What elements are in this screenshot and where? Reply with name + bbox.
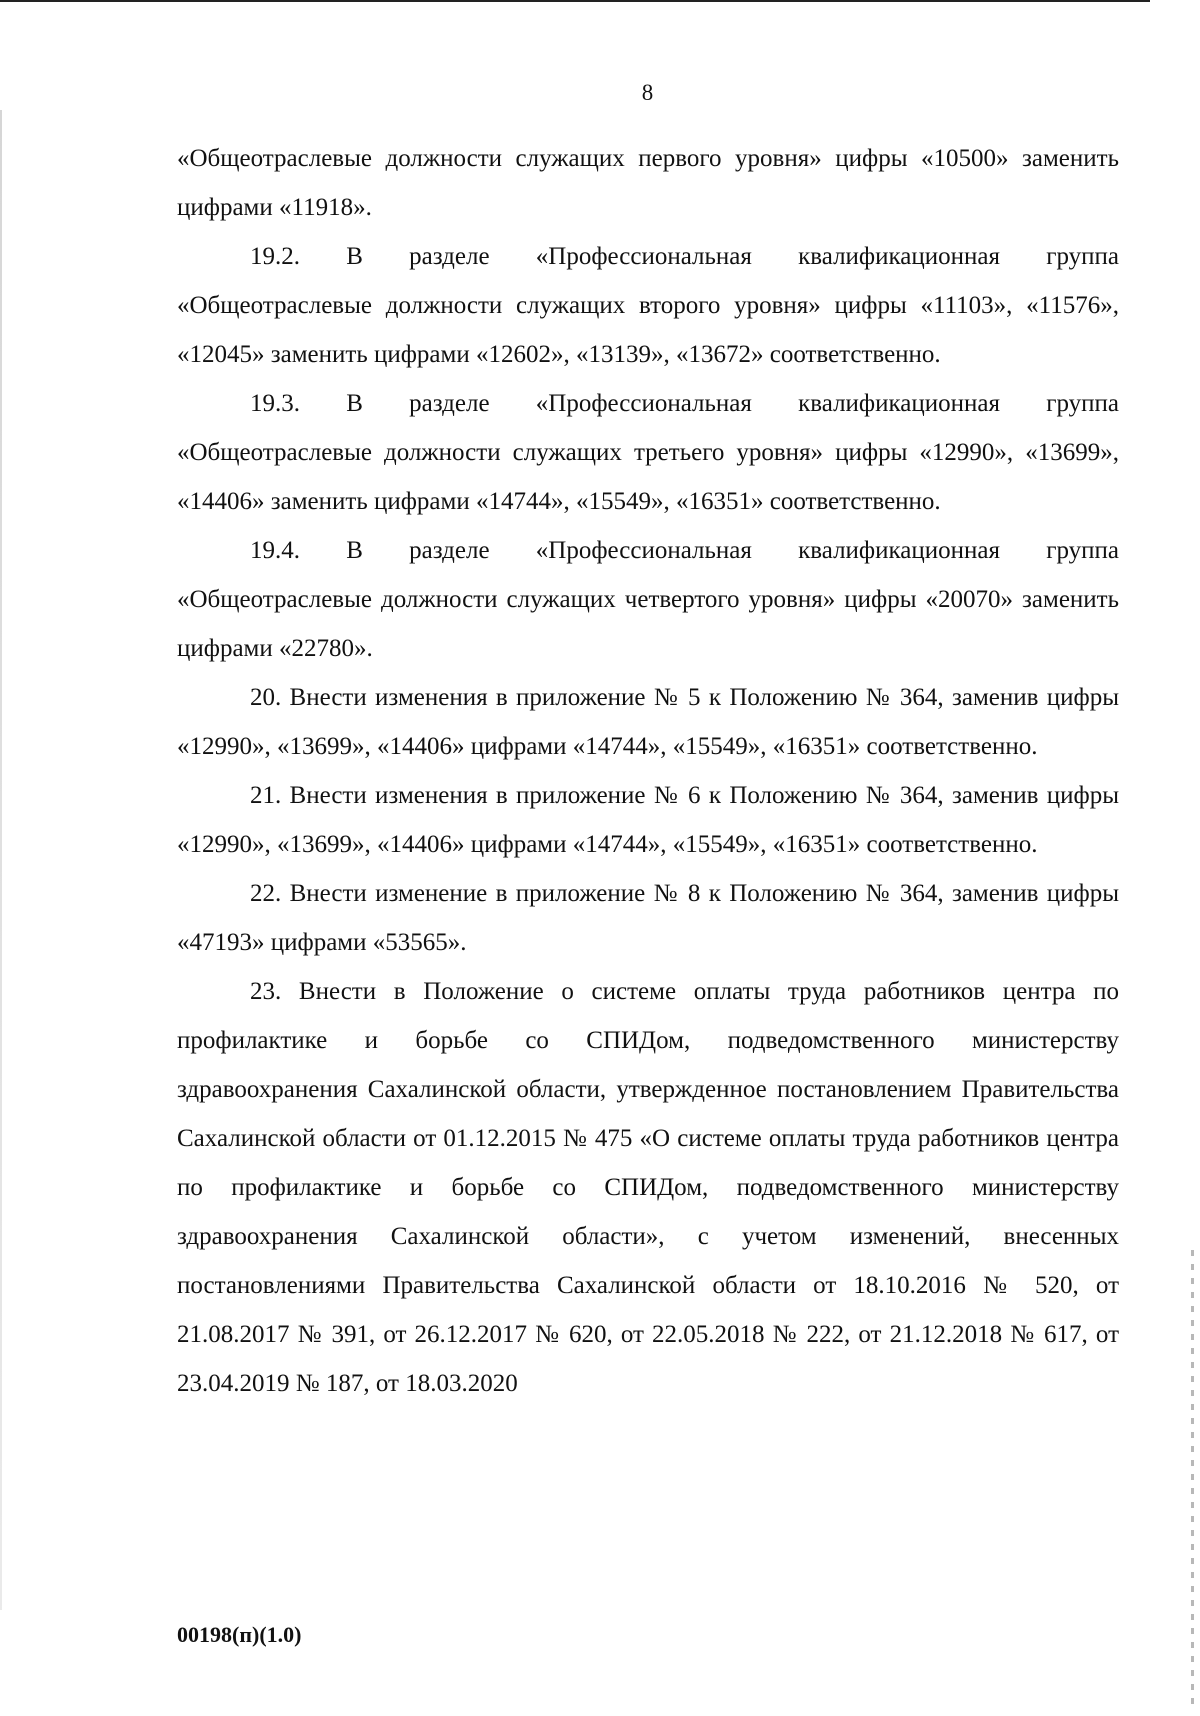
- paragraph-text: 23. Внести в Положение о системе оплаты труда работников центра по профилактике и борьбе со СПИДом, подведомственного министерству здравоохранения Сахалинской области, утвержденное постановлением Правительства Сахалинской области от 01.12.2015 № 475 «О системе оплаты труда работников центра по профилактике и борьбе со СПИДом, подведомственного министерству здравоохранения Сахалинской области», с учетом изменений, внесенных постановлениями Правительства Сахалинской области от 18.10.2016 № 520, от 21.08.2017 № 391, от 26.12.2017 № 620, от 22.05.2018 № 222, от 21.12.2018 № 617, от 23.04.2019 № 187, от 18.03.2020: [177, 978, 1119, 1397]
- document-body: [177, 134, 1119, 1408]
- paragraph-19-3: [177, 379, 1119, 526]
- paragraph-text: 20. Внести изменения в приложение № 5 к Положению № 364, заменив цифры «12990», «13699», «14406» цифрами «14744», «15549», «16351» соответственно.: [177, 684, 1119, 760]
- paragraph-19-2: [177, 232, 1119, 379]
- paragraph-22: [177, 869, 1119, 967]
- paragraph-21: [177, 771, 1119, 869]
- document-code: 00198(п)(1.0): [177, 1622, 302, 1647]
- page-number: 8: [641, 80, 654, 105]
- paragraph-23: [177, 967, 1119, 1408]
- paragraph-continuation: [177, 134, 1119, 232]
- paragraph-text: 19.2. В разделе «Профессиональная квалификационная группа «Общеотраслевые должности служащих второго уровня» цифры «11103», «11576», «12045» заменить цифрами «12602», «13139», «13672» соответственно.: [177, 243, 1119, 368]
- paragraph-text: 21. Внести изменения в приложение № 6 к Положению № 364, заменив цифры «12990», «13699», «14406» цифрами «14744», «15549», «16351» соответственно.: [177, 782, 1119, 858]
- left-scan-edge: [0, 110, 2, 1610]
- paragraph-text: «Общеотраслевые должности служащих первого уровня» цифры «10500» заменить цифрами «11918».: [177, 145, 1119, 221]
- paragraph-20: [177, 673, 1119, 771]
- right-scan-edge: [1191, 1250, 1194, 1710]
- paragraph-text: 19.3. В разделе «Профессиональная квалификационная группа «Общеотраслевые должности служащих третьего уровня» цифры «12990», «13699», «14406» заменить цифрами «14744», «15549», «16351» соответственно.: [177, 390, 1119, 515]
- paragraph-text: 19.4. В разделе «Профессиональная квалификационная группа «Общеотраслевые должности служащих четвертого уровня» цифры «20070» заменить цифрами «22780».: [177, 537, 1119, 662]
- paragraph-19-4: [177, 526, 1119, 673]
- top-border-line: [0, 0, 1150, 2]
- paragraph-text: 22. Внести изменение в приложение № 8 к Положению № 364, заменив цифры «47193» цифрами «53565».: [177, 880, 1119, 956]
